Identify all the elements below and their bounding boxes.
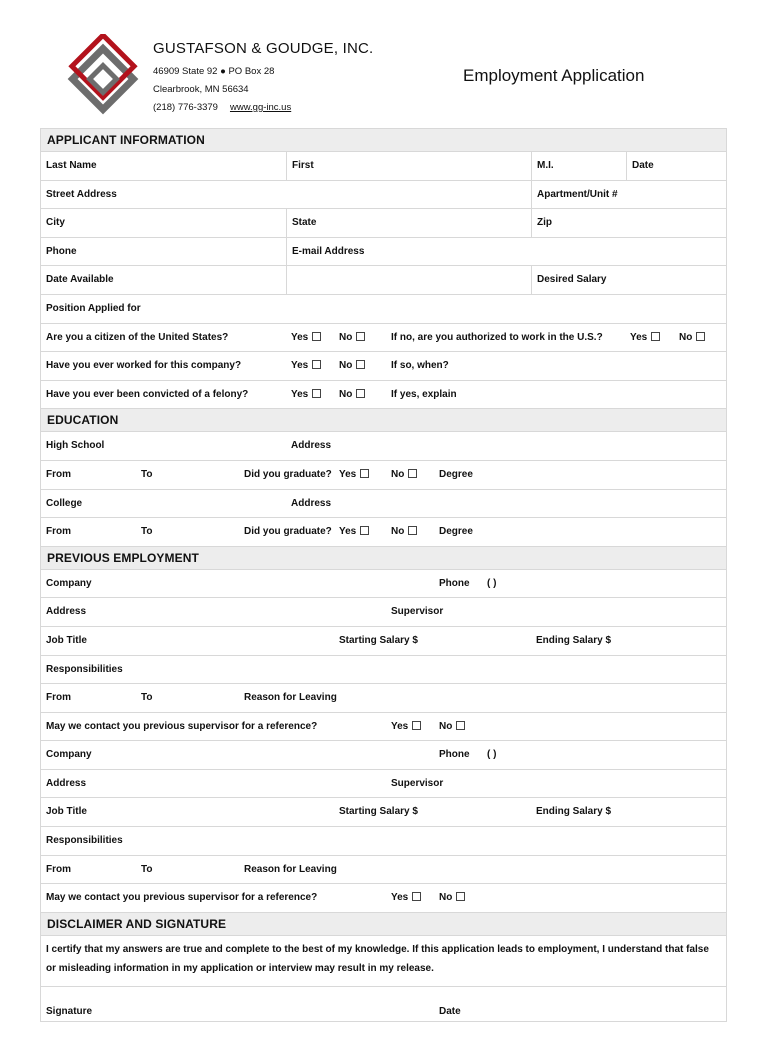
date-available-value[interactable] xyxy=(286,266,531,294)
college-graduate-yes[interactable]: Yes xyxy=(334,518,369,546)
email-field[interactable]: E-mail Address xyxy=(286,238,726,266)
form-row xyxy=(41,570,726,599)
form-row xyxy=(41,490,726,519)
checkbox[interactable] xyxy=(356,389,365,398)
checkbox[interactable] xyxy=(456,892,465,901)
position-applied-field[interactable]: Position Applied for xyxy=(46,302,141,314)
form-row xyxy=(41,352,726,381)
citizen-question: Are you a citizen of the United States? xyxy=(46,331,229,343)
company-website-link[interactable]: www.gg-inc.us xyxy=(229,102,292,113)
checkbox[interactable] xyxy=(412,892,421,901)
employment-from-field[interactable]: From xyxy=(46,863,71,875)
form-row xyxy=(41,856,726,885)
state-field[interactable]: State xyxy=(286,209,531,237)
college-to-field[interactable]: To xyxy=(141,526,153,538)
high-school-graduate-question: Did you graduate? xyxy=(244,468,332,480)
zip-field[interactable]: Zip xyxy=(531,209,726,237)
felony-yes-option[interactable]: Yes xyxy=(286,381,321,409)
company-phone: (218) 776-3379 xyxy=(153,102,218,113)
phone-field[interactable]: Phone xyxy=(46,245,77,257)
contact-supervisor-question: May we contact you previous supervisor for a reference? xyxy=(46,892,318,904)
signature-date-field[interactable]: Date xyxy=(439,1005,461,1017)
employer-phone-field[interactable]: ( ) xyxy=(487,577,497,589)
college-degree-field[interactable]: Degree xyxy=(439,526,473,538)
high-school-graduate-no[interactable]: No xyxy=(386,461,417,489)
checkbox[interactable] xyxy=(412,721,421,730)
supervisor-field[interactable]: Supervisor xyxy=(391,777,444,789)
felony-question: Have you ever been convicted of a felony? xyxy=(46,388,249,400)
citizen-no-option[interactable]: No xyxy=(334,324,365,352)
form-row xyxy=(41,295,726,324)
ending-salary-field[interactable]: Ending Salary $ xyxy=(536,806,612,818)
disclaimer-text: I certify that my answers are true and complete to the best of my knowledge. If this application leads to employment, I understand that false or misleading information in my application or interview may result in my release. xyxy=(41,936,726,987)
employment-to-field[interactable]: To xyxy=(141,863,153,875)
worked-yes-option[interactable]: Yes xyxy=(286,352,321,380)
felony-explain-field[interactable]: If yes, explain xyxy=(391,388,457,400)
last-name-field[interactable]: Last Name xyxy=(46,160,97,171)
checkbox[interactable] xyxy=(312,360,321,369)
authorized-question: If no, are you authorized to work in the U.S.? xyxy=(391,331,603,343)
contact-supervisor-question: May we contact you previous supervisor for a reference? xyxy=(46,720,318,732)
date-field[interactable]: Date xyxy=(626,152,726,180)
form-row xyxy=(41,770,726,799)
employer-address-field[interactable]: Address xyxy=(46,606,87,618)
form-row xyxy=(41,827,726,856)
form-row xyxy=(41,266,726,295)
employer-phone-label: Phone xyxy=(439,577,470,589)
checkbox[interactable] xyxy=(456,721,465,730)
form-row xyxy=(41,461,726,490)
reason-for-leaving-field[interactable]: Reason for Leaving xyxy=(244,863,337,875)
company-logo xyxy=(58,34,148,124)
checkbox[interactable] xyxy=(408,526,417,535)
responsibilities-field[interactable]: Responsibilities xyxy=(46,835,123,847)
checkbox[interactable] xyxy=(360,469,369,478)
signature-field[interactable]: Signature xyxy=(46,1005,93,1017)
employer-phone-field[interactable]: ( ) xyxy=(487,749,497,761)
high-school-graduate-yes[interactable]: Yes xyxy=(334,461,369,489)
job-title-field[interactable]: Job Title xyxy=(46,806,87,818)
citizen-yes-option[interactable]: Yes xyxy=(286,324,321,352)
college-field[interactable]: College xyxy=(46,497,83,509)
authorized-yes-option[interactable]: Yes xyxy=(625,324,660,352)
checkbox[interactable] xyxy=(312,389,321,398)
section-previous-employment: PREVIOUS EMPLOYMENT xyxy=(41,547,726,570)
starting-salary-field[interactable]: Starting Salary $ xyxy=(339,806,418,818)
checkbox[interactable] xyxy=(696,332,705,341)
reason-for-leaving-field[interactable]: Reason for Leaving xyxy=(244,692,337,704)
college-address-field[interactable]: Address xyxy=(291,497,332,509)
job-title-field[interactable]: Job Title xyxy=(46,634,87,646)
company-name: GUSTAFSON & GOUDGE, INC. xyxy=(153,40,374,57)
contact-yes-option[interactable]: Yes xyxy=(386,713,421,741)
checkbox[interactable] xyxy=(360,526,369,535)
college-graduate-no[interactable]: No xyxy=(386,518,417,546)
form-row xyxy=(41,627,726,656)
form-row xyxy=(41,598,726,627)
form-row xyxy=(41,324,726,353)
first-name-field[interactable]: First xyxy=(286,152,531,180)
street-address-field[interactable]: Street Address xyxy=(46,188,117,200)
starting-salary-field[interactable]: Starting Salary $ xyxy=(339,634,418,646)
employment-from-field[interactable]: From xyxy=(46,692,71,704)
authorized-no-option[interactable]: No xyxy=(674,324,705,352)
form-row xyxy=(41,713,726,742)
contact-no-option[interactable]: No xyxy=(434,884,465,912)
college-from-field[interactable]: From xyxy=(46,526,71,538)
company-field[interactable]: Company xyxy=(46,577,92,589)
form-row xyxy=(41,152,726,181)
form-row xyxy=(41,684,726,713)
contact-yes-option[interactable]: Yes xyxy=(386,884,421,912)
company-info xyxy=(153,40,373,117)
worked-before-question: Have you ever worked for this company? xyxy=(46,360,242,372)
contact-no-option[interactable]: No xyxy=(434,713,465,741)
worked-when-field[interactable]: If so, when? xyxy=(391,360,449,372)
checkbox[interactable] xyxy=(356,332,365,341)
company-address-line1: 46909 State 92 ● PO Box 28 xyxy=(153,66,275,77)
section-disclaimer-signature: DISCLAIMER AND SIGNATURE xyxy=(41,913,726,936)
form-row xyxy=(41,432,726,461)
high-school-field[interactable]: High School xyxy=(46,440,105,452)
form-row xyxy=(41,518,726,547)
high-school-address-field[interactable]: Address xyxy=(291,440,332,452)
company-field[interactable]: Company xyxy=(46,749,92,761)
middle-initial-field[interactable]: M.I. xyxy=(531,152,626,180)
checkbox[interactable] xyxy=(312,332,321,341)
form-row xyxy=(41,238,726,267)
form-row xyxy=(41,181,726,210)
checkbox[interactable] xyxy=(356,360,365,369)
company-address-line2: Clearbrook, MN 56634 xyxy=(153,84,249,95)
form-row xyxy=(41,884,726,913)
employer-address-field[interactable]: Address xyxy=(46,777,87,789)
form-row xyxy=(41,798,726,827)
supervisor-field[interactable]: Supervisor xyxy=(391,606,444,618)
city-field[interactable]: City xyxy=(46,217,65,229)
high-school-degree-field[interactable]: Degree xyxy=(439,468,473,480)
worked-no-option[interactable]: No xyxy=(334,352,365,380)
form-row xyxy=(41,741,726,770)
employment-to-field[interactable]: To xyxy=(141,692,153,704)
ending-salary-field[interactable]: Ending Salary $ xyxy=(536,634,612,646)
employer-phone-label: Phone xyxy=(439,749,470,761)
responsibilities-field[interactable]: Responsibilities xyxy=(46,663,123,675)
form-row xyxy=(41,209,726,238)
college-graduate-question: Did you graduate? xyxy=(244,526,332,538)
checkbox[interactable] xyxy=(408,469,417,478)
section-education: EDUCATION xyxy=(41,409,726,432)
application-form xyxy=(40,128,727,1022)
felony-no-option[interactable]: No xyxy=(334,381,365,409)
high-school-from-field[interactable]: From xyxy=(46,468,71,480)
form-row xyxy=(41,656,726,685)
document-title: Employment Application xyxy=(463,66,645,85)
form-row xyxy=(41,987,726,1021)
form-row xyxy=(41,381,726,410)
high-school-to-field[interactable]: To xyxy=(141,468,153,480)
checkbox[interactable] xyxy=(651,332,660,341)
apartment-field[interactable]: Apartment/Unit # xyxy=(531,181,726,209)
section-applicant-information: APPLICANT INFORMATION xyxy=(41,129,726,152)
date-available-field[interactable]: Date Available xyxy=(46,274,114,286)
desired-salary-field[interactable]: Desired Salary xyxy=(531,266,726,294)
